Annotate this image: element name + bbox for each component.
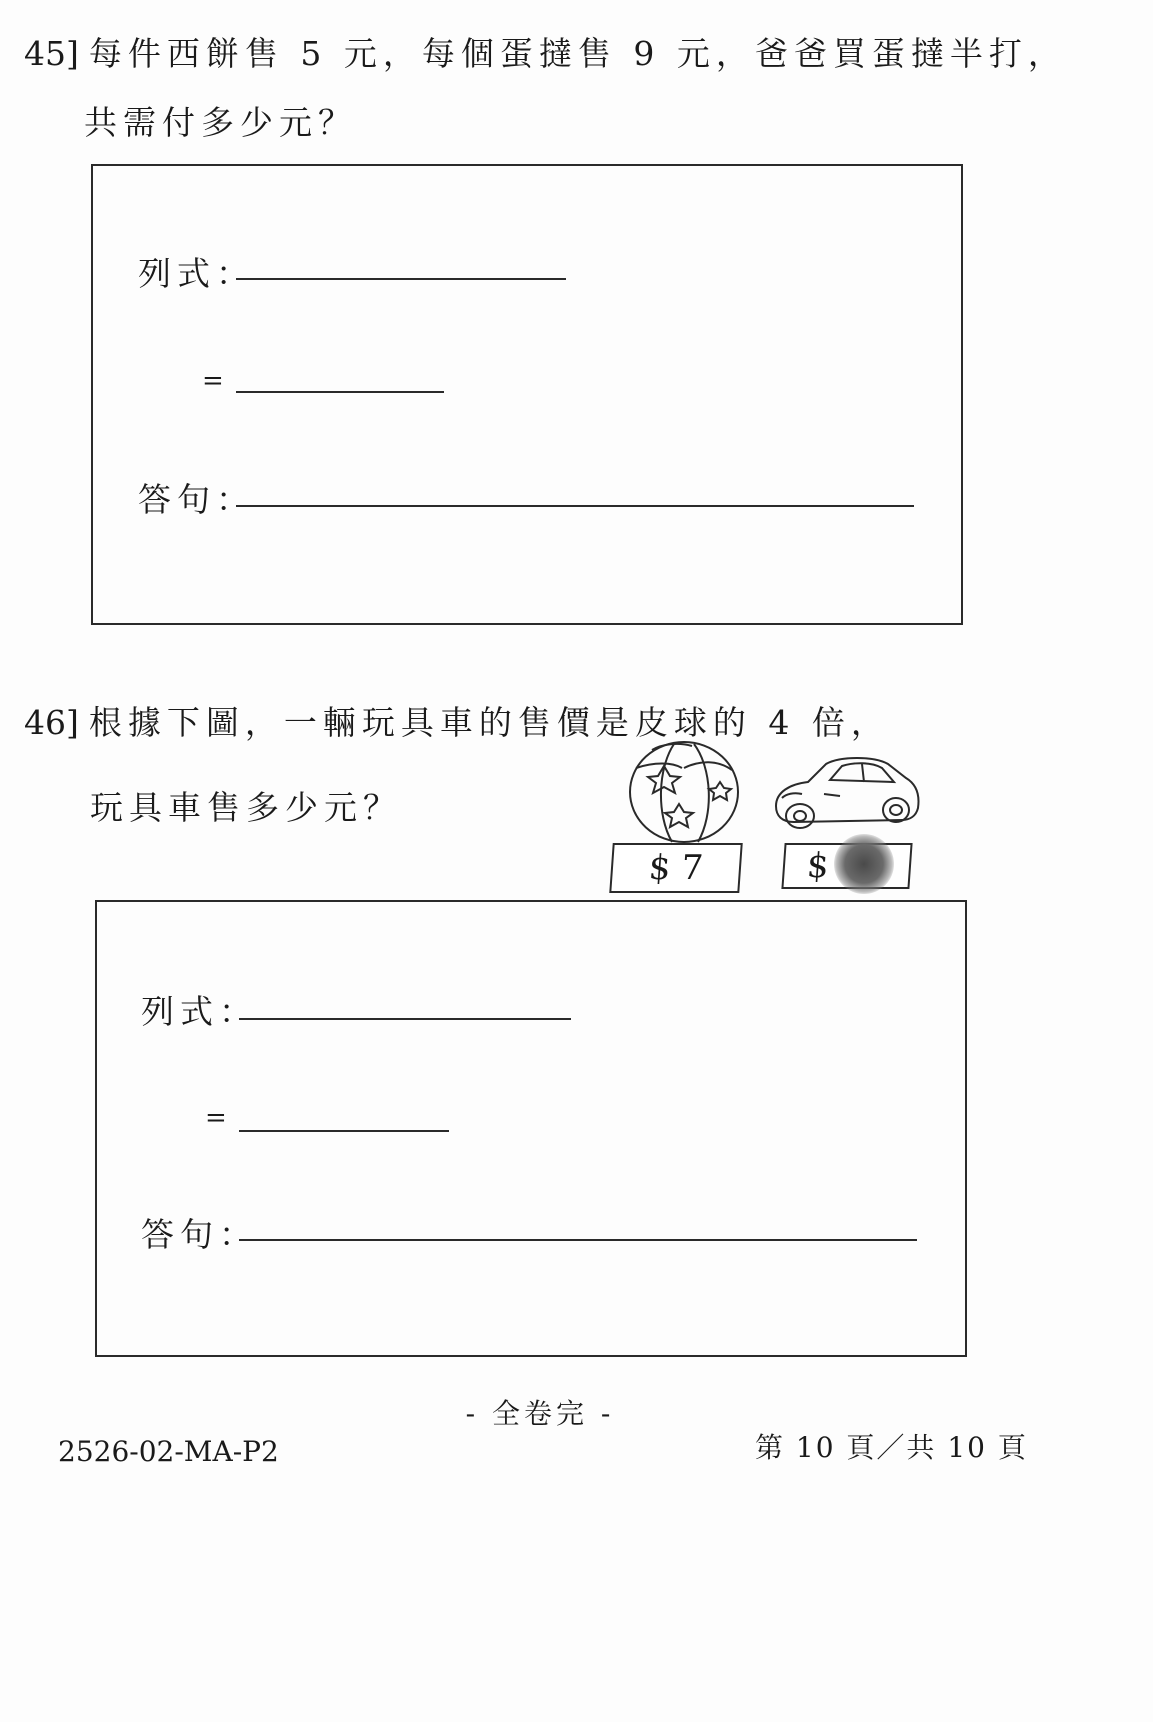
q45-number: 45] bbox=[24, 34, 79, 73]
q45-text: 每件西餅售 5 元，每個蛋撻售 9 元，爸爸買蛋撻半打， bbox=[88, 34, 1067, 73]
ink-blot bbox=[834, 834, 894, 894]
q45-line1 bbox=[24, 28, 1067, 75]
end-of-paper-mark: - 全卷完 - bbox=[465, 1397, 615, 1430]
car-price: $ bbox=[805, 846, 831, 886]
q46-answer-line[interactable] bbox=[239, 1239, 917, 1241]
paper-code: 2526-02-MA-P2 bbox=[58, 1435, 279, 1468]
q45-line2: 共需付多少元？ bbox=[84, 103, 357, 142]
toy-car-icon bbox=[770, 754, 922, 840]
q46-line1 bbox=[24, 697, 890, 744]
q45-answer-label: 答句： bbox=[138, 480, 255, 519]
q45-formula-label: 列式： bbox=[138, 254, 255, 293]
q46-result-line[interactable] bbox=[239, 1130, 449, 1132]
q46-answer-label: 答句： bbox=[141, 1215, 258, 1254]
beach-ball-icon bbox=[622, 738, 746, 848]
q46-formula-label: 列式： bbox=[141, 992, 258, 1031]
q45-answer-line[interactable] bbox=[236, 505, 914, 507]
q46-line2: 玩具車售多少元？ bbox=[90, 788, 402, 827]
ball-price-tag bbox=[609, 843, 742, 893]
q46-formula-line[interactable] bbox=[239, 1018, 571, 1020]
q46-number: 46] bbox=[24, 703, 79, 742]
q45-equals: = bbox=[202, 366, 224, 396]
q45-formula-line[interactable] bbox=[236, 278, 566, 280]
q45-result-line[interactable] bbox=[236, 391, 444, 393]
ball-price: $ 7 bbox=[647, 848, 705, 888]
page-number: 第 10 頁／共 10 頁 bbox=[755, 1431, 1028, 1464]
q46-text: 根據下圖，一輛玩具車的售價是皮球的 4 倍， bbox=[88, 703, 890, 742]
q46-equals: = bbox=[205, 1103, 227, 1133]
